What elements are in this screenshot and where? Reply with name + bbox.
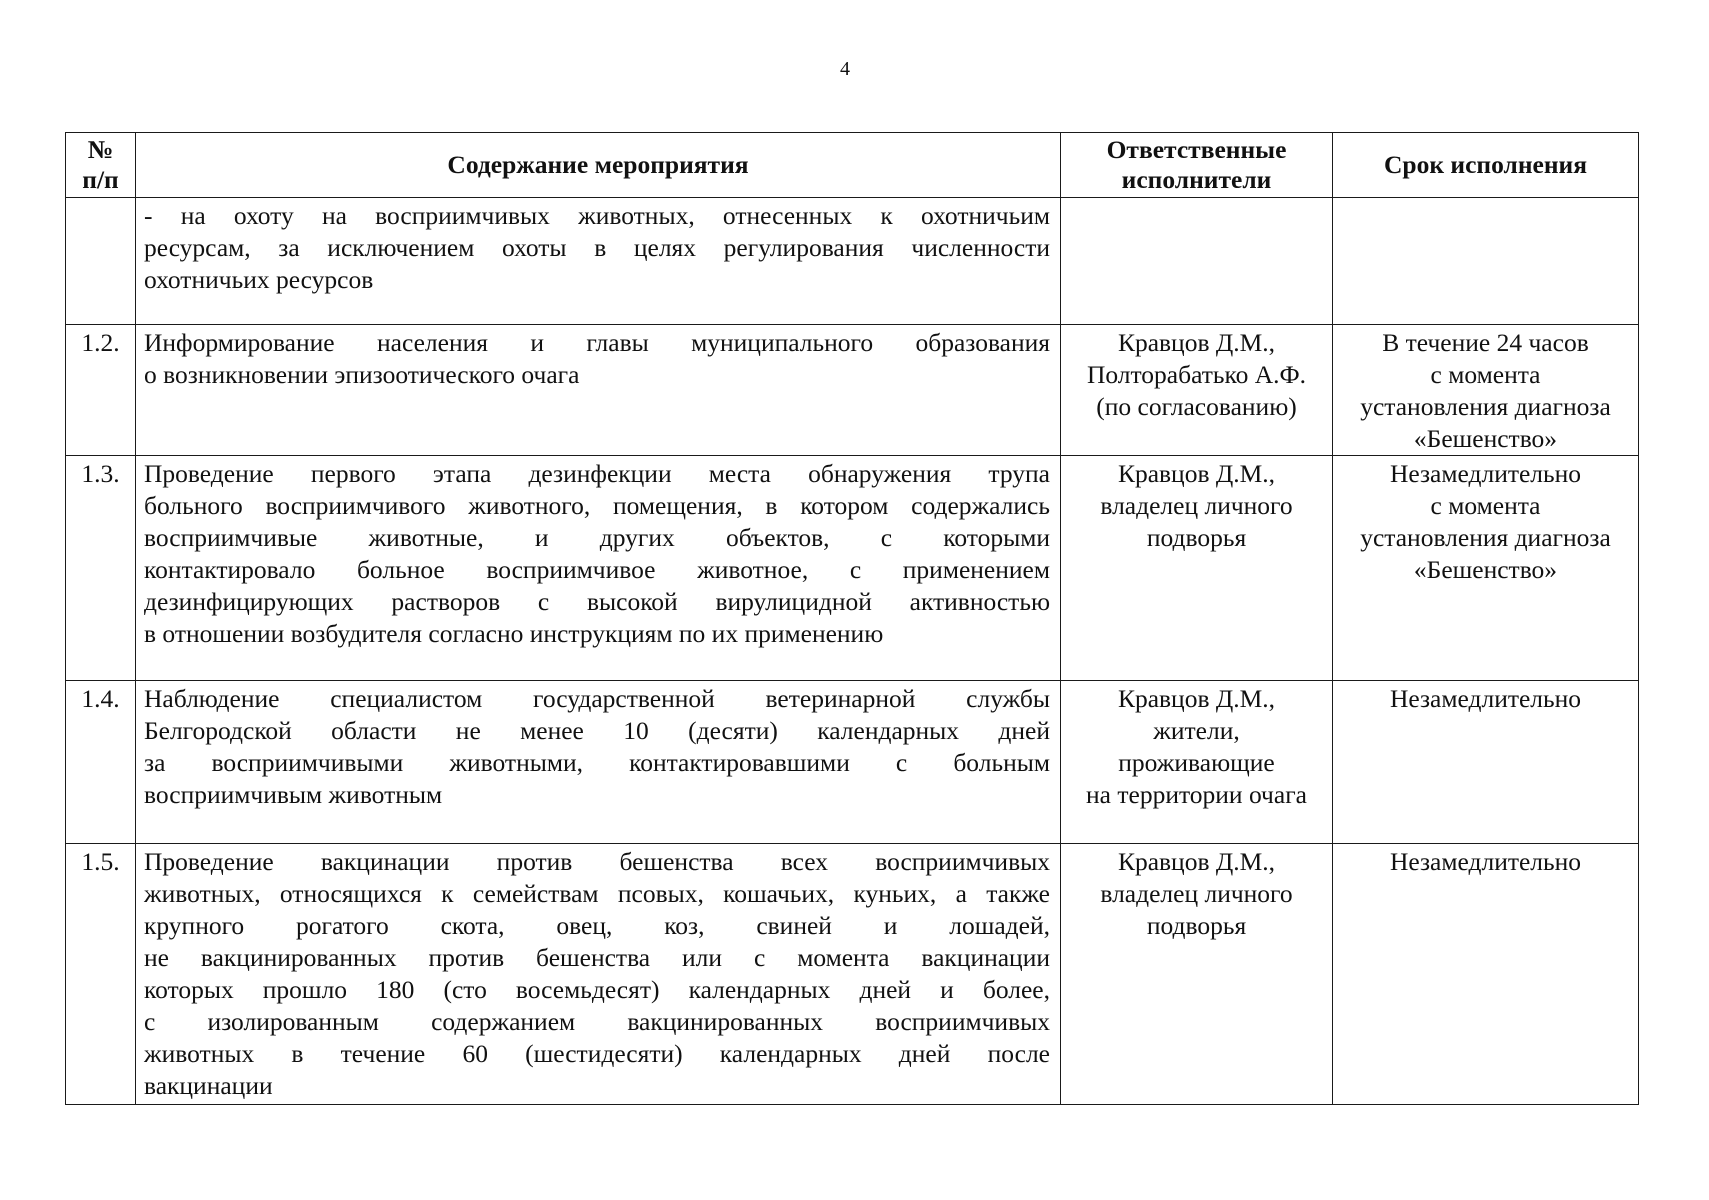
row-responsible xyxy=(1061,325,1333,456)
content-line: животных в течение 60 (шестидесяти) календарных дней после xyxy=(144,1039,1050,1068)
responsible-line: Полторабатько А.Ф. xyxy=(1086,360,1307,389)
responsible-line: владелец личного xyxy=(1100,879,1293,908)
content-line: не вакцинированных против бешенства или с момента вакцинации xyxy=(144,943,1050,972)
content-line: восприимчивым животным xyxy=(144,780,443,809)
content-line: Наблюдение специалистом государственной ветеринарной службы xyxy=(144,684,1050,713)
content-line: дезинфицирующих растворов с высокой вирулицидной активностью xyxy=(144,587,1050,616)
table-row xyxy=(66,681,1639,844)
responsible-line: проживающие xyxy=(1118,748,1275,777)
row-content xyxy=(136,325,1061,456)
header-num-line: п/п xyxy=(82,165,119,194)
row-content xyxy=(136,844,1061,1105)
responsible-line: владелец личного xyxy=(1100,491,1293,520)
content-line: за восприимчивыми животными, контактировавшими с больным xyxy=(144,748,1050,777)
responsible-line: Кравцов Д.М., xyxy=(1117,328,1276,357)
header-deadline: Срок исполнения xyxy=(1333,133,1639,198)
row-deadline xyxy=(1333,844,1639,1105)
deadline-line: «Бешенство» xyxy=(1413,424,1558,453)
content-line: Белгородской области не менее 10 (десяти) календарных дней xyxy=(144,716,1050,745)
content-line: больного восприимчивого животного, помещения, в котором содержались xyxy=(144,491,1050,520)
row-number xyxy=(66,198,136,325)
content-line: крупного рогатого скота, овец, коз, свиней и лошадей, xyxy=(144,911,1050,940)
deadline-line: установления диагноза xyxy=(1360,523,1611,552)
header-content: Содержание мероприятия xyxy=(136,133,1061,198)
row-deadline xyxy=(1333,198,1639,325)
content-line: с изолированным содержанием вакцинированных восприимчивых xyxy=(144,1007,1050,1036)
row-content xyxy=(136,681,1061,844)
content-line: которых прошло 180 (сто восемьдесят) календарных дней и более, xyxy=(144,975,1050,1004)
content-line: в отношении возбудителя согласно инструкциям по их применению xyxy=(144,619,884,648)
content-line: Проведение вакцинации против бешенства всех восприимчивых xyxy=(144,847,1050,876)
responsible-line: Кравцов Д.М., xyxy=(1117,684,1276,713)
row-responsible xyxy=(1061,198,1333,325)
header-responsible-line: Ответственные xyxy=(1106,135,1287,164)
deadline-line: с момента xyxy=(1430,491,1541,520)
responsible-line: подворья xyxy=(1146,911,1247,940)
table-row xyxy=(66,198,1639,325)
table-row xyxy=(66,844,1639,1105)
content-line: животных, относящихся к семействам псовых, кошачьих, куньих, а также xyxy=(144,879,1050,908)
header-responsible xyxy=(1061,133,1333,198)
content-line: Информирование населения и главы муниципального образования xyxy=(144,328,1050,357)
row-content xyxy=(136,456,1061,681)
responsible-line: подворья xyxy=(1146,523,1247,552)
content-line: ресурсам, за исключением охоты в целях регулирования численности xyxy=(144,233,1050,262)
activities-table xyxy=(65,132,1639,1105)
row-responsible xyxy=(1061,844,1333,1105)
responsible-line: Кравцов Д.М., xyxy=(1117,847,1276,876)
header-num-line: № xyxy=(87,135,114,164)
deadline-line: с момента xyxy=(1430,360,1541,389)
responsible-line: Кравцов Д.М., xyxy=(1117,459,1276,488)
header-responsible-line: исполнители xyxy=(1121,165,1272,194)
table-row xyxy=(66,325,1639,456)
deadline-line: «Бешенство» xyxy=(1413,555,1558,584)
row-content xyxy=(136,198,1061,325)
responsible-line: (по согласованию) xyxy=(1096,392,1297,421)
table-row xyxy=(66,456,1639,681)
responsible-line: жители, xyxy=(1153,716,1240,745)
content-line: контактировало больное восприимчивое животное, с применением xyxy=(144,555,1050,584)
deadline-line: В течение 24 часов xyxy=(1382,328,1589,357)
content-line: о возникновении эпизоотического очага xyxy=(144,360,580,389)
row-responsible xyxy=(1061,681,1333,844)
table-header-row xyxy=(66,133,1639,198)
row-deadline xyxy=(1333,456,1639,681)
content-line: вакцинации xyxy=(144,1071,273,1100)
content-line: охотничьих ресурсов xyxy=(144,265,374,294)
row-responsible xyxy=(1061,456,1333,681)
row-number: 1.2. xyxy=(66,325,136,456)
content-line: - на охоту на восприимчивых животных, отнесенных к охотничьим xyxy=(144,201,1050,230)
row-number: 1.5. xyxy=(66,844,136,1105)
deadline-line: Незамедлительно xyxy=(1389,847,1582,876)
page-number: 4 xyxy=(840,58,850,80)
deadline-line: Незамедлительно xyxy=(1389,459,1582,488)
content-line: Проведение первого этапа дезинфекции места обнаружения трупа xyxy=(144,459,1050,488)
responsible-line: на территории очага xyxy=(1086,780,1307,809)
row-number: 1.3. xyxy=(66,456,136,681)
deadline-line: Незамедлительно xyxy=(1389,684,1582,713)
header-num xyxy=(66,133,136,198)
deadline-line: установления диагноза xyxy=(1360,392,1611,421)
row-deadline xyxy=(1333,681,1639,844)
row-deadline xyxy=(1333,325,1639,456)
row-number: 1.4. xyxy=(66,681,136,844)
content-line: восприимчивые животные, и других объектов, с которыми xyxy=(144,523,1050,552)
